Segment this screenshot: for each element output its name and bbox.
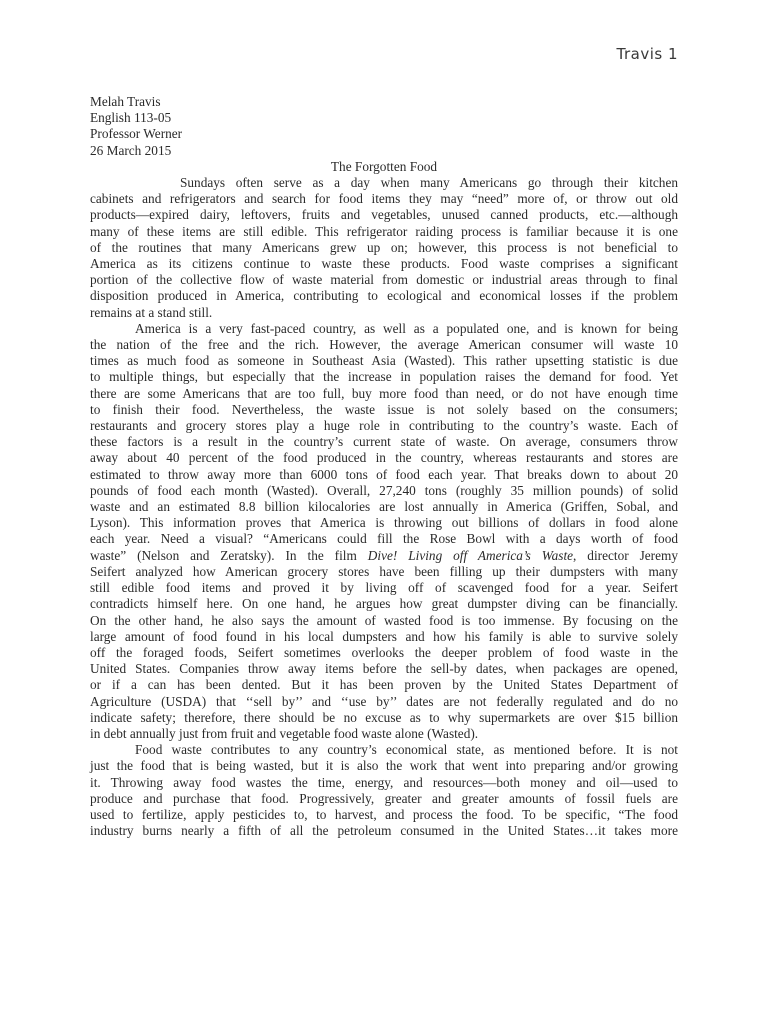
- text-segment: , director Jeremy: [573, 547, 678, 563]
- text-line: away about 40 percent of the food produced in the country, whereas restaurants and stores are: [90, 450, 678, 466]
- essay-title: The Forgotten Food: [330, 158, 438, 174]
- text-line: estimated to throw away more than 6000 tons of food each year. That breaks down to about 20: [90, 466, 678, 482]
- text-line: off the foraged foods, Seifert sometimes overlooks the deeper problem of food waste in the: [90, 644, 678, 660]
- text-line: indicate safety; therefore, there should be no excuse as to why supermarkets are over $15 billion: [90, 709, 678, 725]
- text-line: America as its citizens continue to waste these products. Food waste comprises a significant: [90, 256, 678, 272]
- text-line: Lyson). This information proves that America is throwing out billions of dollars in food alone: [90, 515, 678, 531]
- essay-date: 26 March 2015: [90, 142, 172, 158]
- running-head: Travis 1: [616, 45, 678, 63]
- text-line: cabinets and refrigerators and search for food items they may “need” more of, or throw out old: [90, 191, 678, 207]
- text-line: contradicts himself here. On one hand, he argues how great dumpster diving can be financially.: [90, 596, 678, 612]
- course-name: English 113-05: [90, 110, 172, 126]
- text-line: pounds of food each month (Wasted). Overall, 27,240 tons (roughly 35 million pounds) of solid: [90, 482, 678, 498]
- essay-body: [90, 94, 678, 839]
- text-line: produce and purchase that food. Progressively, greater and greater amounts of fossil fuels are: [90, 790, 678, 806]
- professor-name: Professor Werner: [90, 126, 183, 142]
- text-line: many of these items are still edible. This refrigerator raiding process is familiar because it is one: [90, 223, 678, 239]
- text-line: waste and an estimated 8.8 billion kilocalories are lost annually in America (Griffen, Sobal, and: [90, 499, 678, 515]
- text-line: each year. Need a visual? “Americans could fill the Rose Bowl with a days worth of food: [90, 531, 678, 547]
- text-line: to finish their food. Nevertheless, the waste issue is not solely based on the consumers;: [90, 401, 678, 417]
- text-line: remains at a stand still.: [90, 304, 213, 320]
- author-name: Melah Travis: [90, 94, 161, 109]
- text-line: used to fertilize, apply pesticides to, to harvest, and process the food. To be specific, “The food: [90, 806, 678, 822]
- text-line: it. Throwing away food wastes the time, energy, and resources—both money and oil—used to: [90, 774, 678, 790]
- text-line: Sundays often serve as a day when many Americans go through their kitchen: [180, 175, 678, 191]
- film-title: Dive! Living off America’s Waste: [367, 547, 574, 563]
- text-line: industry burns nearly a fifth of all the petroleum consumed in the United States…it takes more: [90, 823, 678, 839]
- text-line: in debt annually just from fruit and vegetable food waste alone (Wasted).: [90, 725, 479, 741]
- text-line: On the other hand, he also says the amount of wasted food is too immense. By focusing on the: [90, 612, 678, 628]
- text-line: disposition produced in America, contributing to ecological and economical losses if the problem: [90, 288, 678, 304]
- text-line: still edible food items and proved it by living off of scavenged food for a year. Seifert: [90, 580, 678, 596]
- text-line: times as much food as someone in Southeast Asia (Wasted). This rather upsetting statistic is due: [90, 353, 678, 369]
- text-line: United States. Companies throw away items before the sell-by dates, when packages are opened,: [90, 661, 678, 677]
- text-line: products—expired dairy, leftovers, fruits and vegetables, unused canned products, etc.—although: [90, 207, 678, 223]
- paragraph-1: [90, 175, 678, 321]
- text-line-with-film-title: [90, 548, 678, 564]
- text-line: restaurants and grocery stores play a huge role in contributing to the country’s waste. Each of: [90, 418, 678, 434]
- text-line: these factors is a result in the country’s current state of waste. On average, consumers throw: [90, 434, 678, 450]
- text-line: or if a can has been dented. But it has been proven by the United States Department of: [90, 677, 678, 693]
- text-line: there are some Americans that are too full, buy more food than need, or do not have enough time: [90, 385, 678, 401]
- text-line: of the routines that many Americans grew up on; however, this process is not beneficial to: [90, 239, 678, 255]
- text-line: Food waste contributes to any country’s economical state, as mentioned before. It is not: [135, 742, 678, 758]
- text-line: to multiple things, but especially that the increase in population raises the demand for food. Yet: [90, 369, 678, 385]
- text-line: the nation of the free and the rich. However, the average American consumer will waste 10: [90, 337, 678, 353]
- text-line: portion of the collective flow of waste material from domestic or industrial areas through to final: [90, 272, 678, 288]
- paragraph-2: [90, 321, 678, 742]
- text-line: just the food that is being wasted, but it is also the work that went into preparing and/or growing: [90, 758, 678, 774]
- text-line: large amount of food found in his local dumpsters and how his family is able to survive solely: [90, 628, 678, 644]
- text-line: America is a very fast-paced country, as well as a populated one, and is known for being: [135, 320, 678, 336]
- text-segment: waste” (Nelson and Zeratsky). In the film: [90, 547, 368, 563]
- text-line: Seifert analyzed how American grocery stores have been filling up their dumpsters with many: [90, 563, 678, 579]
- paragraph-3: [90, 742, 678, 839]
- text-line: Agriculture (USDA) that ‘‘sell by’’ and ‘‘use by’’ dates are not federally regulated and do no: [90, 693, 678, 709]
